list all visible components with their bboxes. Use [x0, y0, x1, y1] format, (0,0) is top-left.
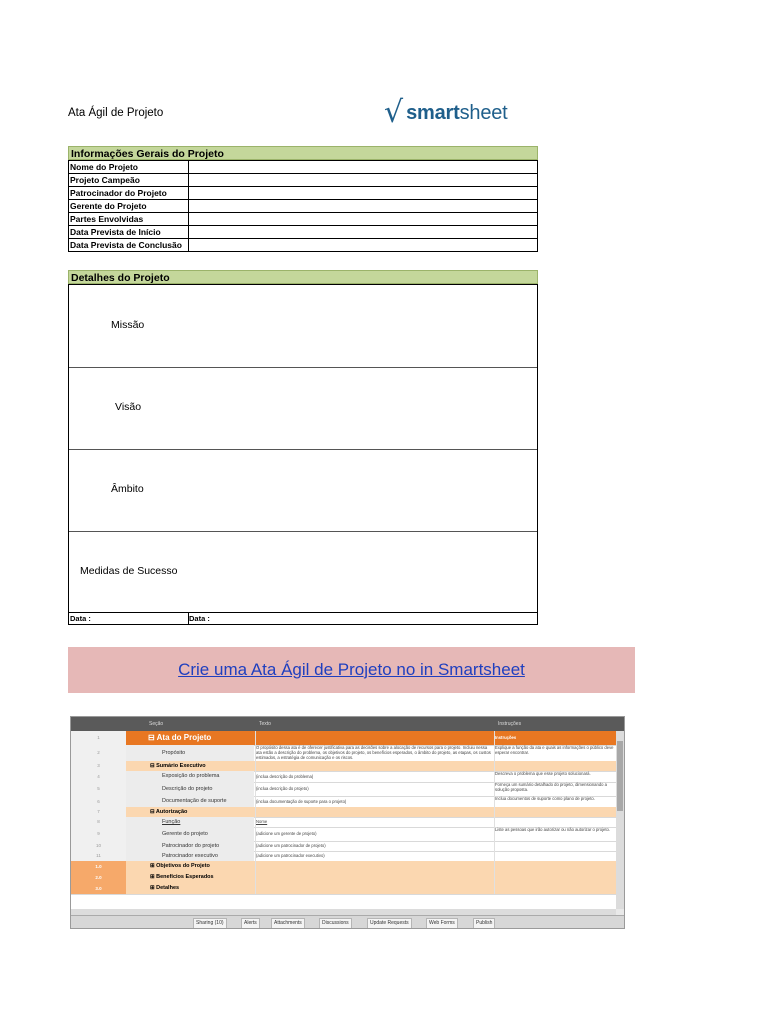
row-section-cell[interactable]: ⊞ Objetivos do Projeto — [126, 861, 616, 872]
row-number: 3 — [71, 761, 127, 771]
date-field-1: Data : — [69, 613, 189, 625]
row-number: 5 — [71, 782, 127, 796]
row-text-cell[interactable] — [255, 872, 494, 883]
row-text-cell[interactable]: (inclua descrição do projeto) — [255, 782, 494, 796]
footer-button[interactable]: Attachments — [271, 918, 305, 929]
general-info-value[interactable] — [189, 174, 538, 187]
row-section-cell[interactable]: Propósito — [126, 745, 254, 761]
general-info-value[interactable] — [189, 239, 538, 252]
row-instructions-cell[interactable] — [494, 761, 617, 771]
row-section-cell[interactable]: Patrocinador do projeto — [126, 841, 254, 851]
details-box — [68, 284, 538, 625]
row-instructions-cell[interactable]: Instruções — [494, 731, 617, 745]
vertical-scrollbar[interactable] — [616, 731, 624, 909]
preview-row — [71, 883, 616, 895]
footer-button[interactable]: Update Requests — [367, 918, 412, 929]
row-instructions-cell[interactable] — [494, 841, 617, 851]
general-info-row — [69, 226, 538, 239]
row-section-cell[interactable]: ⊟ Autorização — [126, 807, 616, 817]
row-instructions-cell[interactable] — [494, 861, 617, 872]
row-section-cell[interactable]: ⊟ Sumário Executivo — [126, 761, 616, 771]
row-text-cell[interactable] — [255, 731, 494, 745]
create-in-smartsheet-link[interactable]: Crie uma Ata Ágil de Projeto no in Smartsheet — [178, 660, 525, 679]
document-title: Ata Ágil de Projeto — [68, 107, 164, 119]
row-number: 2 — [71, 745, 127, 761]
row-number: 1.0 — [71, 861, 127, 872]
row-text-cell[interactable]: Nome — [255, 817, 494, 827]
footer-button[interactable]: Web Forms — [426, 918, 458, 929]
row-number: 6 — [71, 796, 127, 807]
success-label: Medidas de Sucesso — [80, 565, 178, 577]
row-instructions-cell[interactable]: Inclua documentos de suporte como plano de projeto. — [494, 796, 617, 807]
date-row — [69, 612, 537, 625]
row-text-cell[interactable]: (inclua documentação de suporte para o projeto) — [255, 796, 494, 807]
vision-row — [69, 367, 537, 450]
checkmark-icon: √ — [384, 95, 404, 130]
mission-row — [69, 285, 537, 368]
general-info-row — [69, 174, 538, 187]
general-info-value[interactable] — [189, 213, 538, 226]
row-text-cell[interactable] — [255, 883, 494, 894]
details-heading: Detalhes do Projeto — [68, 270, 538, 284]
footer-button[interactable]: Alerts — [241, 918, 260, 929]
footer-button[interactable]: Discussions — [319, 918, 352, 929]
row-instructions-cell[interactable]: Descreva o problema que esse projeto solucionará. — [494, 771, 617, 782]
row-number: 1 — [71, 731, 127, 745]
row-number: 4 — [71, 771, 127, 782]
row-section-cell[interactable]: ⊞ Detalhes — [126, 883, 616, 894]
column-header-section: Seção — [149, 721, 164, 727]
row-number: 2.0 — [71, 872, 127, 883]
preview-column-header — [71, 717, 624, 731]
preview-footer-toolbar — [71, 915, 624, 929]
row-text-cell[interactable]: (adicione um gerente de projeto) — [255, 827, 494, 841]
general-info-heading: Informações Gerais do Projeto — [68, 146, 538, 160]
general-info-value[interactable] — [189, 200, 538, 213]
row-section-cell[interactable]: Patrocinador executivo — [126, 851, 254, 861]
row-section-cell[interactable]: ⊞ Benefícios Esperados — [126, 872, 616, 883]
preview-row — [71, 782, 616, 797]
general-info-row — [69, 187, 538, 200]
footer-button[interactable]: Sharing (10) — [193, 918, 227, 929]
row-instructions-cell[interactable] — [494, 807, 617, 817]
general-info-label: Data Prevista de Conclusão — [69, 239, 189, 252]
row-text-cell[interactable] — [255, 861, 494, 872]
general-info-label: Projeto Campeão — [69, 174, 189, 187]
row-text-cell[interactable] — [255, 807, 494, 817]
scope-label: Âmbito — [111, 483, 144, 495]
cta-banner — [68, 647, 635, 693]
row-number: 7 — [71, 807, 127, 817]
row-section-cell[interactable]: Gerente do projeto — [126, 827, 254, 841]
row-instructions-cell[interactable] — [494, 883, 617, 894]
row-section-cell[interactable]: Função — [126, 817, 254, 827]
row-text-cell[interactable]: O propósito dessa ata é de oferecer justificativa para as decisões sobre a alocação de recursos para o projeto. Incluiu nessa ata estão a descrição do problema, os objetivos do projeto, os benefícios esperados, o âmbito do projeto, as etapas, os custos estimados, a estratégia de comunicação e os riscos. — [255, 745, 494, 761]
general-info-label: Patrocinador do Projeto — [69, 187, 189, 200]
preview-row — [71, 827, 616, 842]
general-info-label: Partes Envolvidas — [69, 213, 189, 226]
row-section-cell[interactable]: Documentação de suporte — [126, 796, 254, 807]
scope-row — [69, 449, 537, 532]
row-number: 8 — [71, 817, 127, 827]
row-section-cell[interactable]: ⊟ Ata do Projeto — [126, 731, 616, 745]
row-text-cell[interactable]: (adicione um patrocinador de projeto) — [255, 841, 494, 851]
general-info-table — [68, 160, 538, 252]
vision-label: Visão — [115, 401, 142, 413]
date-field-2: Data : — [189, 614, 210, 623]
preview-grid — [71, 731, 616, 909]
row-text-cell[interactable] — [255, 761, 494, 771]
row-instructions-cell[interactable] — [494, 872, 617, 883]
general-info-row — [69, 213, 538, 226]
general-info-label: Data Prevista de Início — [69, 226, 189, 239]
general-info-value[interactable] — [189, 226, 538, 239]
row-text-cell[interactable]: (adicione um patrocinador executivo) — [255, 851, 494, 861]
column-header-instructions: Instruções — [498, 721, 522, 727]
logo-wordmark: smartsheet — [406, 101, 508, 124]
general-info-row — [69, 239, 538, 252]
smartsheet-preview-image — [70, 716, 625, 929]
row-instructions-cell[interactable]: Forneça um sumário detalhado do projeto, dimensionando a solução proposta. — [494, 782, 617, 796]
row-instructions-cell[interactable]: Explique a função da ata e quais as informações o público deve esperar encontrar. — [494, 745, 617, 761]
row-instructions-cell[interactable] — [494, 817, 617, 827]
row-number: 9 — [71, 827, 127, 841]
row-number: 10 — [71, 841, 127, 851]
row-number: 3.0 — [71, 883, 127, 894]
general-info-label: Nome do Projeto — [69, 161, 189, 174]
mission-label: Missão — [111, 319, 145, 331]
row-text-cell[interactable]: (inclua descrição do problema) — [255, 771, 494, 782]
row-instructions-cell[interactable]: Liste as pessoas que irão autorizar ou não autorizar o projeto. — [494, 827, 617, 841]
success-row — [69, 531, 537, 612]
general-info-row — [69, 200, 538, 213]
row-section-cell[interactable]: Exposição do problema — [126, 771, 254, 782]
row-number: 11 — [71, 851, 127, 861]
footer-button[interactable]: Publish — [473, 918, 495, 929]
row-instructions-cell[interactable] — [494, 851, 617, 861]
preview-row — [71, 745, 616, 762]
general-info-value[interactable] — [189, 161, 538, 174]
column-header-text: Texto — [259, 721, 271, 727]
row-section-cell[interactable]: Descrição do projeto — [126, 782, 254, 796]
general-info-value[interactable] — [189, 187, 538, 200]
smartsheet-logo — [384, 95, 508, 130]
general-info-row — [69, 161, 538, 174]
general-info-label: Gerente do Projeto — [69, 200, 189, 213]
preview-row — [71, 731, 616, 746]
